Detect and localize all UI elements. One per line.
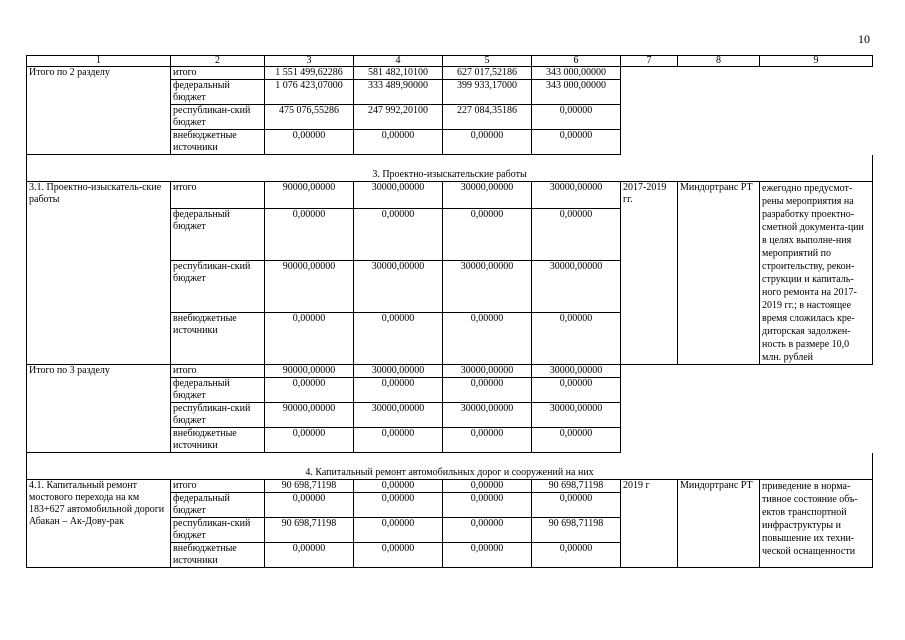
amount-cell: 90000,00000	[265, 182, 354, 209]
funding-source: итого	[171, 182, 265, 209]
amount-cell: 399 933,17000	[443, 80, 532, 105]
amount-cell: 0,00000	[354, 493, 443, 518]
amount-cell: 0,00000	[265, 130, 354, 155]
funding-source: внебюджетные источники	[171, 313, 265, 365]
amount-cell: 0,00000	[443, 518, 532, 543]
amount-cell: 1 551 499,62286	[265, 67, 354, 80]
amount-cell: 30000,00000	[354, 182, 443, 209]
amount-cell: 30000,00000	[443, 365, 532, 378]
result-cell: приведение в норма-тивное состояние объ-ектов транспортной инфраструктуры и повышение их техни-ческой оснащенности	[760, 480, 873, 568]
period-cell: 2017-2019 гг.	[621, 182, 678, 365]
amount-cell: 0,00000	[265, 378, 354, 403]
row-label: Итого по 2 разделу	[27, 67, 171, 155]
column-header: 2	[171, 56, 265, 67]
column-header: 6	[532, 56, 621, 67]
funding-source: итого	[171, 480, 265, 493]
amount-cell: 90 698,71198	[265, 480, 354, 493]
amount-cell: 0,00000	[532, 105, 621, 130]
amount-cell: 90 698,71198	[265, 518, 354, 543]
amount-cell: 0,00000	[354, 480, 443, 493]
funding-source: республикан-ский бюджет	[171, 261, 265, 313]
amount-cell: 30000,00000	[532, 365, 621, 378]
page-number: 10	[858, 32, 870, 46]
amount-cell: 0,00000	[354, 130, 443, 155]
result-cell: ежегодно предусмот-рены мероприятия на разработку проектно-сметной документа-ции в целях выполне-ния мероприятий по строительству, рекон-струкции и капиталь-ного ремонта на 2017-2019 гг.; в настоящее время сложилась кре-диторская задолжен-ность в размере 10,0 млн. рублей	[760, 182, 873, 365]
amount-cell: 0,00000	[265, 313, 354, 365]
amount-cell: 0,00000	[443, 493, 532, 518]
row-label: 4.1. Капитальный ремонт мостового перехода на км 183+627 автомобильной дороги Абакан – Ак-Дову-рак	[27, 480, 171, 568]
amount-cell: 30000,00000	[443, 182, 532, 209]
funding-source: федеральный бюджет	[171, 80, 265, 105]
funding-source: федеральный бюджет	[171, 209, 265, 261]
section-title: 3. Проектно-изыскательские работы	[27, 169, 873, 182]
row-label: Итого по 3 разделу	[27, 365, 171, 453]
amount-cell: 30000,00000	[354, 365, 443, 378]
amount-cell: 343 000,00000	[532, 67, 621, 80]
amount-cell: 0,00000	[265, 209, 354, 261]
amount-cell: 0,00000	[265, 543, 354, 568]
section-row	[27, 169, 873, 182]
table-row	[27, 365, 873, 378]
amount-cell: 0,00000	[354, 428, 443, 453]
amount-cell: 0,00000	[532, 313, 621, 365]
amount-cell: 90000,00000	[265, 403, 354, 428]
amount-cell: 0,00000	[443, 480, 532, 493]
amount-cell: 333 489,90000	[354, 80, 443, 105]
amount-cell: 90 698,71198	[532, 480, 621, 493]
amount-cell: 30000,00000	[532, 182, 621, 209]
column-header: 8	[678, 56, 760, 67]
amount-cell: 90000,00000	[265, 365, 354, 378]
funding-source: республикан-ский бюджет	[171, 518, 265, 543]
column-header: 1	[27, 56, 171, 67]
amount-cell: 627 017,52186	[443, 67, 532, 80]
funding-source: итого	[171, 365, 265, 378]
column-header: 4	[354, 56, 443, 67]
funding-source: внебюджетные источники	[171, 428, 265, 453]
funding-source: федеральный бюджет	[171, 378, 265, 403]
funding-source: внебюджетные источники	[171, 130, 265, 155]
spacer-row	[27, 155, 873, 170]
empty-cell	[621, 365, 873, 453]
empty-cell	[621, 67, 873, 155]
amount-cell: 90 698,71198	[532, 518, 621, 543]
table-row	[27, 480, 873, 493]
table-row	[27, 182, 873, 209]
amount-cell: 30000,00000	[443, 403, 532, 428]
amount-cell: 0,00000	[443, 543, 532, 568]
funding-source: итого	[171, 67, 265, 80]
amount-cell: 0,00000	[532, 130, 621, 155]
amount-cell: 0,00000	[265, 428, 354, 453]
column-header: 5	[443, 56, 532, 67]
section-title: 4. Капитальный ремонт автомобильных дорог и сооружений на них	[27, 467, 873, 480]
executor-cell: Миндортранс РТ	[678, 182, 760, 365]
amount-cell: 30000,00000	[354, 261, 443, 313]
amount-cell: 0,00000	[443, 428, 532, 453]
amount-cell: 475 076,55286	[265, 105, 354, 130]
amount-cell: 0,00000	[443, 209, 532, 261]
amount-cell: 0,00000	[532, 428, 621, 453]
amount-cell: 0,00000	[265, 493, 354, 518]
funding-source: республикан-ский бюджет	[171, 105, 265, 130]
funding-source: федеральный бюджет	[171, 493, 265, 518]
amount-cell: 247 992,20100	[354, 105, 443, 130]
amount-cell: 0,00000	[354, 378, 443, 403]
amount-cell: 0,00000	[443, 378, 532, 403]
amount-cell: 0,00000	[354, 313, 443, 365]
amount-cell: 227 084,35186	[443, 105, 532, 130]
section-row	[27, 467, 873, 480]
program-table	[26, 55, 873, 568]
amount-cell: 0,00000	[532, 493, 621, 518]
amount-cell: 581 482,10100	[354, 67, 443, 80]
amount-cell: 30000,00000	[354, 403, 443, 428]
amount-cell: 30000,00000	[443, 261, 532, 313]
amount-cell: 0,00000	[532, 378, 621, 403]
amount-cell: 0,00000	[443, 313, 532, 365]
amount-cell: 30000,00000	[532, 403, 621, 428]
column-header: 7	[621, 56, 678, 67]
spacer-cell	[27, 155, 873, 170]
executor-cell: Миндортранс РТ	[678, 480, 760, 568]
spacer-cell	[27, 453, 873, 468]
amount-cell: 90000,00000	[265, 261, 354, 313]
period-cell: 2019 г	[621, 480, 678, 568]
amount-cell: 0,00000	[532, 209, 621, 261]
amount-cell: 0,00000	[354, 209, 443, 261]
amount-cell: 30000,00000	[532, 261, 621, 313]
amount-cell: 0,00000	[532, 543, 621, 568]
column-header: 9	[760, 56, 873, 67]
spacer-row	[27, 453, 873, 468]
funding-source: внебюджетные источники	[171, 543, 265, 568]
amount-cell: 0,00000	[354, 518, 443, 543]
header-row	[27, 56, 873, 67]
funding-source: республикан-ский бюджет	[171, 403, 265, 428]
column-header: 3	[265, 56, 354, 67]
amount-cell: 0,00000	[443, 130, 532, 155]
row-label: 3.1. Проектно-изыскатель-ские работы	[27, 182, 171, 365]
amount-cell: 343 000,00000	[532, 80, 621, 105]
amount-cell: 1 076 423,07000	[265, 80, 354, 105]
amount-cell: 0,00000	[354, 543, 443, 568]
table-row	[27, 67, 873, 80]
